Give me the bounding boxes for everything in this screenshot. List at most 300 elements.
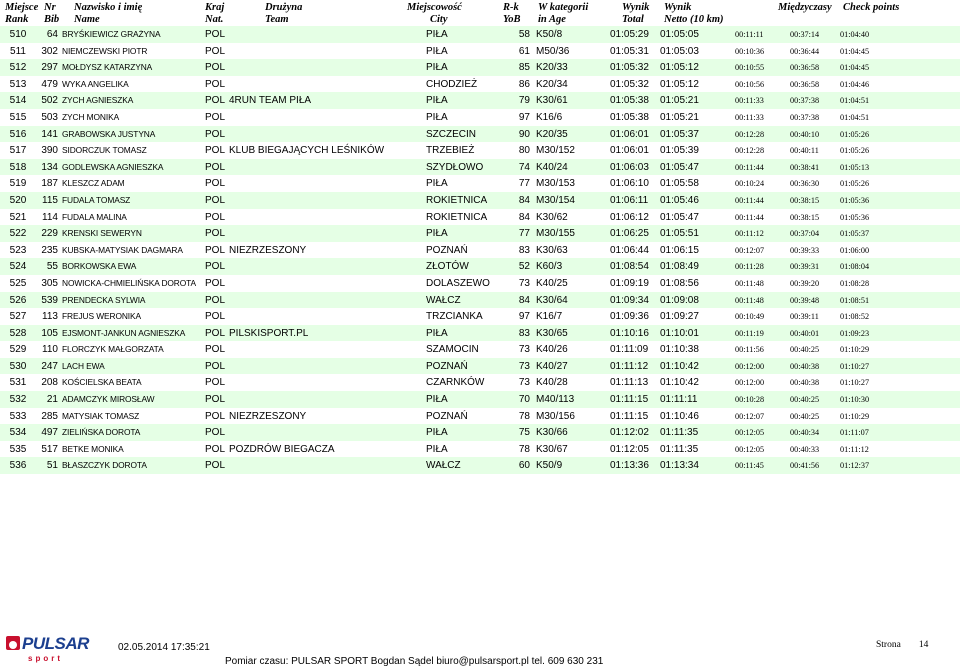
total-time-cell: 01:10:16 (610, 327, 649, 339)
split-3-cell: 01:05:26 (840, 146, 870, 156)
logo-sub-text: sport (28, 654, 63, 663)
split-2-cell: 00:40:34 (790, 428, 820, 438)
total-time-cell: 01:11:09 (610, 344, 649, 356)
yob-cell: 85 (518, 62, 530, 74)
header-team-en: Team (265, 14, 289, 25)
netto-time-cell: 01:08:49 (660, 261, 699, 273)
city-cell: PIŁA (426, 111, 448, 123)
age-category-cell: K20/33 (536, 62, 568, 74)
split-2-cell: 00:39:11 (790, 312, 819, 322)
city-cell: PIŁA (426, 443, 448, 455)
rank-cell: 530 (9, 360, 27, 372)
bib-cell: 51 (46, 460, 58, 472)
nat-cell: POL (205, 311, 226, 323)
split-1-cell: 00:10:56 (735, 79, 765, 89)
split-3-cell: 01:08:51 (840, 295, 870, 305)
bib-cell: 302 (41, 45, 58, 57)
name-cell: SIDORCZUK TOMASZ (62, 145, 147, 156)
netto-time-cell: 01:10:38 (660, 344, 699, 356)
name-cell: ZIELIŃSKA DOROTA (62, 427, 141, 438)
total-time-cell: 01:11:15 (610, 394, 649, 406)
split-2-cell: 00:36:30 (790, 179, 820, 189)
yob-cell: 73 (518, 277, 530, 289)
netto-time-cell: 01:05:46 (660, 194, 699, 206)
city-cell: SZAMOCIN (426, 344, 479, 356)
netto-time-cell: 01:05:12 (660, 78, 699, 90)
age-category-cell: M40/113 (536, 394, 575, 406)
city-cell: WAŁCZ (426, 294, 461, 306)
total-time-cell: 01:11:12 (610, 360, 649, 372)
bib-cell: 285 (41, 410, 58, 422)
bib-cell: 497 (41, 427, 58, 439)
name-cell: BORKOWSKA EWA (62, 261, 137, 272)
total-time-cell: 01:06:01 (610, 145, 649, 157)
rank-cell: 512 (9, 62, 27, 74)
table-row (0, 76, 960, 93)
table-row (0, 192, 960, 209)
nat-cell: POL (205, 261, 226, 273)
rank-cell: 533 (9, 410, 27, 422)
header-netto-pl: Wynik (664, 2, 692, 13)
split-3-cell: 01:05:36 (840, 195, 870, 205)
table-row (0, 43, 960, 60)
rank-cell: 535 (9, 443, 27, 455)
table-row (0, 209, 960, 226)
netto-time-cell: 01:11:35 (660, 443, 699, 455)
split-1-cell: 00:11:44 (735, 195, 764, 205)
rank-cell: 529 (9, 344, 27, 356)
name-cell: BŁASZCZYK DOROTA (62, 460, 147, 471)
total-time-cell: 01:05:32 (610, 78, 649, 90)
table-row (0, 109, 960, 126)
table-row (0, 92, 960, 109)
header-city-en: City (430, 14, 448, 25)
nat-cell: POL (205, 410, 226, 422)
split-3-cell: 01:04:51 (840, 112, 870, 122)
netto-time-cell: 01:05:03 (660, 45, 699, 57)
split-2-cell: 00:36:44 (790, 46, 820, 56)
netto-time-cell: 01:05:21 (660, 111, 699, 123)
bib-cell: 141 (41, 128, 58, 140)
header-rank-pl: Miejsce (5, 2, 39, 13)
split-3-cell: 01:06:00 (840, 245, 870, 255)
table-row (0, 391, 960, 408)
rank-cell: 514 (9, 95, 27, 107)
split-3-cell: 01:10:27 (840, 361, 870, 371)
split-3-cell: 01:04:46 (840, 79, 870, 89)
nat-cell: POL (205, 277, 226, 289)
split-1-cell: 00:11:33 (735, 112, 764, 122)
rank-cell: 524 (9, 261, 27, 273)
split-3-cell: 01:04:45 (840, 46, 870, 56)
name-cell: KUBSKA-MATYSIAK DAGMARA (62, 244, 183, 255)
age-category-cell: K20/34 (536, 78, 568, 90)
bib-cell: 187 (41, 178, 58, 190)
split-2-cell: 00:37:14 (790, 30, 820, 39)
rank-cell: 528 (9, 327, 27, 339)
bib-cell: 235 (41, 244, 58, 256)
bib-cell: 517 (41, 443, 58, 455)
netto-time-cell: 01:10:42 (660, 360, 699, 372)
city-cell: WAŁCZ (426, 460, 461, 472)
nat-cell: POL (205, 194, 226, 206)
age-category-cell: M50/36 (536, 45, 570, 57)
city-cell: PIŁA (426, 228, 448, 240)
split-2-cell: 00:41:56 (790, 461, 820, 471)
age-category-cell: K30/66 (536, 427, 568, 439)
bib-cell: 105 (41, 327, 58, 339)
yob-cell: 73 (518, 344, 530, 356)
nat-cell: POL (205, 294, 226, 306)
total-time-cell: 01:11:13 (610, 377, 649, 389)
team-cell: 4RUN TEAM PIŁA (229, 95, 312, 107)
split-1-cell: 00:12:00 (735, 378, 765, 388)
bib-cell: 110 (42, 344, 58, 356)
age-category-cell: K40/27 (536, 360, 568, 372)
bib-cell: 305 (41, 277, 58, 289)
city-cell: ROKIETNICA (426, 194, 488, 206)
rank-cell: 513 (9, 78, 27, 90)
rank-cell: 516 (9, 128, 27, 140)
yob-cell: 61 (518, 45, 530, 57)
split-2-cell: 00:40:11 (790, 146, 819, 156)
rank-cell: 523 (9, 244, 27, 256)
table-row (0, 26, 960, 43)
split-2-cell: 00:37:38 (790, 112, 820, 122)
netto-time-cell: 01:05:47 (660, 211, 699, 223)
nat-cell: POL (205, 128, 226, 140)
table-row (0, 242, 960, 259)
name-cell: KRENSKI SEWERYN (62, 228, 142, 239)
pulsar-logo-icon (6, 636, 20, 650)
split-2-cell: 00:38:15 (790, 212, 820, 222)
team-cell: KLUB BIEGAJĄCYCH LEŚNIKÓW (229, 145, 385, 157)
age-category-cell: M30/156 (536, 410, 575, 422)
city-cell: ZŁOTÓW (426, 261, 469, 273)
timing-credit: Pomiar czasu: PULSAR SPORT Bogdan Sądel biuro@pulsarsport.pl tel. 609 630 231 (225, 656, 604, 667)
total-time-cell: 01:06:11 (610, 194, 649, 206)
split-2-cell: 00:40:01 (790, 328, 820, 338)
nat-cell: POL (205, 460, 226, 472)
bib-cell: 390 (41, 145, 58, 157)
page-footer (0, 626, 960, 670)
team-cell: POZDRÓW BIEGACZA (229, 443, 335, 455)
name-cell: ZYCH MONIKA (62, 111, 120, 122)
nat-cell: POL (205, 45, 226, 57)
nat-cell: POL (205, 377, 226, 389)
name-cell: BRYŚKIEWICZ GRAŻYNA (62, 29, 161, 39)
header-intermediate: Międzyczasy (778, 2, 832, 13)
split-2-cell: 00:40:38 (790, 361, 820, 371)
yob-cell: 83 (518, 327, 530, 339)
split-2-cell: 00:38:15 (790, 195, 820, 205)
split-3-cell: 01:10:27 (840, 378, 870, 388)
netto-time-cell: 01:05:51 (660, 228, 699, 240)
split-1-cell: 00:12:28 (735, 146, 765, 156)
nat-cell: POL (205, 344, 226, 356)
split-3-cell: 01:04:40 (840, 30, 870, 39)
nat-cell: POL (205, 62, 226, 74)
name-cell: MOŁDYSZ KATARZYNA (62, 62, 153, 73)
yob-cell: 84 (518, 194, 530, 206)
total-time-cell: 01:09:19 (610, 277, 649, 289)
bib-cell: 229 (41, 228, 58, 240)
yob-cell: 84 (518, 211, 530, 223)
total-time-cell: 01:06:25 (610, 228, 649, 240)
city-cell: POZNAŃ (426, 360, 468, 372)
split-3-cell: 01:12:37 (840, 461, 870, 471)
name-cell: KLESZCZ ADAM (62, 178, 125, 189)
split-3-cell: 01:10:29 (840, 411, 870, 421)
yob-cell: 77 (518, 178, 530, 190)
split-2-cell: 00:40:10 (790, 129, 820, 139)
total-time-cell: 01:09:36 (610, 311, 649, 323)
netto-time-cell: 01:05:58 (660, 178, 699, 190)
netto-time-cell: 01:05:05 (660, 29, 699, 40)
total-time-cell: 01:05:38 (610, 111, 649, 123)
split-2-cell: 00:39:20 (790, 278, 820, 288)
city-cell: PIŁA (426, 62, 448, 74)
total-time-cell: 01:11:15 (610, 410, 649, 422)
bib-cell: 503 (41, 111, 58, 123)
rank-cell: 532 (9, 394, 27, 406)
header-bib-pl: Nr (44, 2, 56, 13)
rank-cell: 534 (9, 427, 27, 439)
yob-cell: 80 (518, 145, 530, 157)
total-time-cell: 01:06:12 (610, 211, 649, 223)
name-cell: GODLEWSKA AGNIESZKA (62, 161, 164, 172)
split-3-cell: 01:04:45 (840, 63, 870, 73)
city-cell: SZCZECIN (426, 128, 476, 140)
bib-cell: 208 (41, 377, 58, 389)
nat-cell: POL (205, 211, 226, 223)
netto-time-cell: 01:10:42 (660, 377, 699, 389)
header-nat-en: Nat. (205, 14, 224, 25)
table-row (0, 457, 960, 474)
split-1-cell: 00:11:56 (735, 345, 764, 355)
split-2-cell: 00:40:33 (790, 444, 820, 454)
split-1-cell: 00:12:28 (735, 129, 765, 139)
name-cell: ZYCH AGNIESZKA (62, 95, 134, 106)
name-cell: GRABOWSKA JUSTYNA (62, 128, 156, 139)
netto-time-cell: 01:10:46 (660, 410, 699, 422)
netto-time-cell: 01:06:15 (660, 244, 699, 256)
yob-cell: 74 (518, 161, 530, 173)
table-row (0, 225, 960, 242)
nat-cell: POL (205, 228, 226, 240)
city-cell: PIŁA (426, 178, 448, 190)
bib-cell: 114 (42, 211, 58, 223)
name-cell: FREJUS WERONIKA (62, 311, 141, 322)
split-3-cell: 01:10:29 (840, 345, 870, 355)
name-cell: NOWICKA-CHMIELIŃSKA DOROTA (62, 277, 197, 288)
netto-time-cell: 01:09:27 (660, 311, 699, 323)
age-category-cell: K30/61 (536, 95, 568, 107)
netto-time-cell: 01:05:21 (660, 95, 699, 107)
netto-time-cell: 01:05:39 (660, 145, 699, 157)
bib-cell: 247 (41, 360, 58, 372)
team-cell: NIEZRZESZONY (229, 410, 307, 422)
split-2-cell: 00:39:31 (790, 262, 820, 272)
split-3-cell: 01:10:30 (840, 395, 870, 405)
name-cell: ADAMCZYK MIROSŁAW (62, 394, 155, 405)
yob-cell: 83 (518, 244, 530, 256)
total-time-cell: 01:05:31 (610, 45, 649, 57)
name-cell: FUDALA TOMASZ (62, 194, 131, 205)
yob-cell: 52 (518, 261, 530, 273)
bib-cell: 297 (41, 62, 58, 74)
rank-cell: 536 (9, 460, 27, 472)
netto-time-cell: 01:11:35 (660, 427, 699, 439)
split-1-cell: 00:12:05 (735, 444, 765, 454)
header-age-en: in Age (538, 14, 566, 25)
name-cell: WYKA ANGELIKA (62, 78, 129, 89)
name-cell: MATYSIAK TOMASZ (62, 410, 140, 421)
split-1-cell: 00:12:05 (735, 428, 765, 438)
nat-cell: POL (205, 178, 226, 190)
bib-cell: 113 (42, 311, 58, 323)
table-row (0, 59, 960, 76)
name-cell: LACH EWA (62, 360, 105, 371)
table-row (0, 424, 960, 441)
city-cell: CHODZIEŻ (426, 78, 478, 90)
split-2-cell: 00:36:58 (790, 79, 820, 89)
split-1-cell: 00:11:28 (735, 262, 764, 272)
header-city-pl: Miejscowość (407, 2, 462, 13)
age-category-cell: K50/8 (536, 29, 563, 40)
total-time-cell: 01:06:01 (610, 128, 649, 140)
rank-cell: 525 (9, 277, 27, 289)
age-category-cell: K30/64 (536, 294, 568, 306)
split-3-cell: 01:08:04 (840, 262, 870, 272)
rank-cell: 518 (9, 161, 27, 173)
print-date: 02.05.2014 17:35:21 (118, 642, 210, 653)
rank-cell: 510 (9, 29, 27, 40)
split-2-cell: 00:37:38 (790, 96, 820, 106)
rank-cell: 520 (9, 194, 27, 206)
header-name-en: Name (74, 14, 100, 25)
split-1-cell: 00:11:48 (735, 295, 764, 305)
split-2-cell: 00:39:33 (790, 245, 820, 255)
split-1-cell: 00:11:45 (735, 461, 764, 471)
city-cell: PIŁA (426, 45, 448, 57)
yob-cell: 79 (518, 95, 530, 107)
netto-time-cell: 01:08:56 (660, 277, 699, 289)
table-row (0, 325, 960, 342)
table-row (0, 292, 960, 309)
name-cell: FLORCZYK MAŁGORZATA (62, 344, 164, 355)
yob-cell: 77 (518, 228, 530, 240)
total-time-cell: 01:12:05 (610, 443, 649, 455)
page-indicator (876, 640, 928, 650)
age-category-cell: K20/35 (536, 128, 568, 140)
city-cell: TRZCIANKA (426, 311, 483, 323)
split-1-cell: 00:12:07 (735, 245, 765, 255)
nat-cell: POL (205, 29, 226, 40)
nat-cell: POL (205, 145, 226, 157)
bib-cell: 64 (46, 29, 58, 40)
age-category-cell: K30/63 (536, 244, 568, 256)
city-cell: PIŁA (426, 95, 448, 107)
team-cell: PILSKISPORT.PL (229, 327, 309, 339)
header-team-pl: Drużyna (265, 2, 303, 13)
table-row (0, 258, 960, 275)
yob-cell: 78 (518, 443, 530, 455)
page-label: Strona (876, 640, 901, 650)
age-category-cell: K40/24 (536, 161, 568, 173)
split-3-cell: 01:05:26 (840, 179, 870, 189)
header-age-pl: W kategorii (538, 2, 589, 13)
split-2-cell: 00:39:48 (790, 295, 820, 305)
split-2-cell: 00:40:25 (790, 395, 820, 405)
pulsar-sport-logo (6, 634, 89, 668)
split-3-cell: 01:11:07 (840, 428, 869, 438)
yob-cell: 86 (518, 78, 530, 90)
bib-cell: 55 (46, 261, 58, 273)
total-time-cell: 01:05:38 (610, 95, 649, 107)
age-category-cell: M30/154 (536, 194, 575, 206)
header-nat-pl: Kraj (205, 2, 225, 13)
nat-cell: POL (205, 327, 226, 339)
age-category-cell: M30/153 (536, 178, 575, 190)
age-category-cell: K40/26 (536, 344, 568, 356)
table-row (0, 341, 960, 358)
name-cell: EJSMONT-JANKUN AGNIESZKA (62, 327, 186, 338)
age-category-cell: K16/6 (536, 111, 563, 123)
netto-time-cell: 01:05:12 (660, 62, 699, 74)
split-1-cell: 00:10:24 (735, 179, 765, 189)
split-2-cell: 00:40:38 (790, 378, 820, 388)
netto-time-cell: 01:09:08 (660, 294, 699, 306)
rank-cell: 515 (9, 111, 27, 123)
team-cell: NIEZRZESZONY (229, 244, 307, 256)
header-netto-en: Netto (10 km) (664, 14, 724, 25)
split-1-cell: 00:11:12 (735, 229, 764, 239)
results-table (0, 26, 960, 474)
age-category-cell: M30/152 (536, 145, 575, 157)
yob-cell: 90 (518, 128, 530, 140)
age-category-cell: K50/9 (536, 460, 563, 472)
split-3-cell: 01:09:23 (840, 328, 870, 338)
name-cell: FUDALA MALINA (62, 211, 127, 222)
table-row (0, 159, 960, 176)
total-time-cell: 01:06:44 (610, 244, 649, 256)
table-row (0, 308, 960, 325)
city-cell: CZARNKÓW (426, 377, 485, 389)
yob-cell: 58 (518, 29, 530, 40)
city-cell: POZNAŃ (426, 244, 468, 256)
rank-cell: 517 (9, 145, 27, 157)
nat-cell: POL (205, 78, 226, 90)
city-cell: PIŁA (426, 29, 448, 40)
rank-cell: 527 (9, 311, 27, 323)
rank-cell: 531 (9, 377, 27, 389)
rank-cell: 522 (9, 228, 27, 240)
total-time-cell: 01:06:10 (610, 178, 649, 190)
bib-cell: 539 (41, 294, 58, 306)
table-row (0, 175, 960, 192)
city-cell: PIŁA (426, 394, 448, 406)
split-1-cell: 00:11:48 (735, 278, 764, 288)
name-cell: PRENDECKA SYLWIA (62, 294, 146, 305)
header-yob-en: YoB (503, 14, 521, 25)
split-1-cell: 00:12:00 (735, 361, 765, 371)
netto-time-cell: 01:13:34 (660, 460, 699, 472)
city-cell: SZYDŁOWO (426, 161, 484, 173)
total-time-cell: 01:05:29 (610, 29, 649, 40)
nat-cell: POL (205, 111, 226, 123)
split-1-cell: 00:12:07 (735, 411, 765, 421)
